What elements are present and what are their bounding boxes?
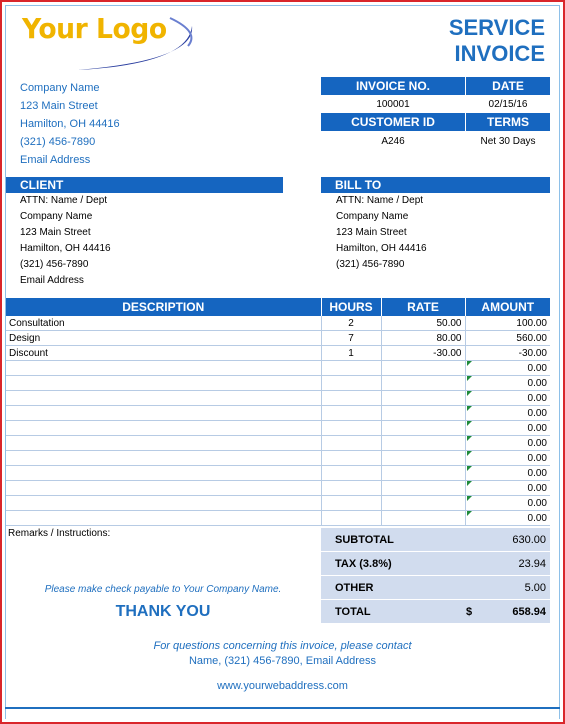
cell-description-text: Design [9, 332, 41, 344]
date-header: DATE [466, 77, 550, 95]
tax-label: TAX (3.8%) [335, 557, 392, 570]
table-row [6, 331, 550, 346]
footer-bar [5, 707, 560, 709]
thank-you-text: THANK YOU [115, 603, 211, 620]
cell-description-text: Consultation [9, 317, 65, 329]
client-phone: (321) 456-7890 [20, 259, 89, 270]
cell-description [6, 496, 321, 511]
company-name: Company Name [20, 82, 100, 94]
cell-amount-text: 0.00 [527, 482, 547, 494]
client-email: Email Address [20, 275, 84, 286]
bill-to-header: BILL TO [321, 177, 550, 193]
cell-amount-text: 0.00 [527, 452, 547, 464]
formula-indicator-icon [467, 361, 472, 366]
bill-to-attn: ATTN: Name / Dept [336, 195, 424, 206]
cell-amount-text: 0.00 [527, 437, 547, 449]
client-street: 123 Main Street [20, 227, 91, 238]
cell-hours [321, 346, 381, 361]
cell-rate [381, 391, 465, 406]
cell-amount-text: 0.00 [527, 362, 547, 374]
cell-rate [381, 331, 465, 346]
formula-indicator-icon [467, 481, 472, 486]
cell-amount [465, 331, 550, 346]
total-row [321, 600, 550, 623]
column-header-hours: HOURS [321, 298, 381, 316]
formula-indicator-icon [467, 451, 472, 456]
table-row [6, 466, 550, 481]
cell-hours [321, 466, 381, 481]
cell-amount [465, 346, 550, 361]
cell-description [6, 346, 321, 361]
column-header-amount: AMOUNT [465, 298, 550, 316]
cell-rate [381, 481, 465, 496]
remarks-label: Remarks / Instructions: [8, 528, 111, 539]
formula-indicator-icon [467, 436, 472, 441]
company-email[interactable]: Email Address [20, 154, 91, 166]
cell-description [6, 361, 321, 376]
subtotal-row [321, 528, 550, 551]
cell-amount-text: 0.00 [527, 422, 547, 434]
cell-amount [465, 316, 550, 331]
cell-rate [381, 421, 465, 436]
column-header-description: DESCRIPTION [6, 298, 321, 316]
formula-indicator-icon [467, 376, 472, 381]
table-row [6, 376, 550, 391]
table-row [6, 436, 550, 451]
column-header-rate: RATE [381, 298, 465, 316]
logo-text: Your Logo [22, 12, 167, 45]
table-row [6, 451, 550, 466]
cell-amount [465, 466, 550, 481]
cell-description [6, 391, 321, 406]
client-company: Company Name [20, 211, 93, 222]
cell-amount-text: 560.00 [516, 332, 547, 344]
total-label: TOTAL [335, 605, 371, 618]
table-row [6, 346, 550, 361]
bill-to-city: Hamilton, OH 44416 [336, 243, 427, 254]
company-city: Hamilton, OH 44416 [20, 118, 120, 130]
formula-indicator-icon [467, 406, 472, 411]
client-header: CLIENT [6, 177, 283, 193]
cell-rate [381, 451, 465, 466]
cell-rate [381, 511, 465, 526]
client-attn: ATTN: Name / Dept [20, 195, 108, 206]
table-row [6, 481, 550, 496]
invoice-title-line1: SERVICE [448, 15, 545, 40]
invoice-no-header: INVOICE NO. [321, 77, 465, 95]
formula-indicator-icon [467, 391, 472, 396]
cell-hours [321, 496, 381, 511]
cell-hours-text: 7 [348, 332, 354, 344]
cell-hours [321, 391, 381, 406]
cell-description [6, 376, 321, 391]
cell-amount-text: 0.00 [527, 512, 547, 524]
cell-rate-text: 80.00 [436, 332, 462, 344]
cell-hours [321, 481, 381, 496]
cell-amount-text: 0.00 [527, 497, 547, 509]
table-row [6, 361, 550, 376]
cell-hours-text: 2 [348, 317, 354, 329]
cell-hours [321, 376, 381, 391]
frame-line-right [559, 5, 560, 719]
cell-hours [321, 331, 381, 346]
formula-indicator-icon [467, 511, 472, 516]
subtotal-label: SUBTOTAL [335, 533, 394, 546]
cell-rate [381, 406, 465, 421]
cell-hours [321, 406, 381, 421]
table-row [6, 421, 550, 436]
cell-rate-text: -30.00 [433, 347, 462, 359]
cell-amount [465, 376, 550, 391]
cell-amount-text: 0.00 [527, 407, 547, 419]
formula-indicator-icon [467, 466, 472, 471]
cell-rate [381, 376, 465, 391]
cell-description [6, 451, 321, 466]
bill-to-street: 123 Main Street [336, 227, 407, 238]
cell-description [6, 481, 321, 496]
cell-amount-text: 0.00 [527, 377, 547, 389]
other-row [321, 576, 550, 599]
cell-description [6, 421, 321, 436]
cell-description [6, 331, 321, 346]
other-value: 5.00 [524, 581, 546, 594]
cell-amount [465, 421, 550, 436]
cell-description [6, 436, 321, 451]
invoice-title-line2: INVOICE [454, 41, 545, 66]
customer-id-value: A246 [381, 136, 405, 147]
cell-description [6, 466, 321, 481]
cell-amount [465, 436, 550, 451]
footer-contact: Name, (321) 456-7890, Email Address [188, 655, 377, 667]
frame-line-top [5, 5, 560, 6]
table-row [6, 496, 550, 511]
cell-amount-text: 100.00 [516, 317, 547, 329]
total-currency: $ [466, 605, 473, 618]
footer-questions: For questions concerning this invoice, please contact [153, 640, 412, 652]
cell-rate [381, 496, 465, 511]
cell-rate [381, 466, 465, 481]
formula-indicator-icon [467, 421, 472, 426]
bill-to-company: Company Name [336, 211, 409, 222]
cell-hours [321, 451, 381, 466]
subtotal-value: 630.00 [512, 533, 546, 546]
payable-note: Please make check payable to Your Company Name. [44, 584, 282, 595]
cell-rate-text: 50.00 [436, 317, 462, 329]
line-items-table [6, 298, 550, 526]
customer-id-header: CUSTOMER ID [321, 113, 465, 131]
cell-amount [465, 406, 550, 421]
cell-hours-text: 1 [348, 347, 354, 359]
bill-to-phone: (321) 456-7890 [336, 259, 405, 270]
cell-amount-text: -30.00 [518, 347, 547, 359]
formula-indicator-icon [467, 496, 472, 501]
footer-website[interactable]: www.yourwebaddress.com [217, 680, 348, 692]
tax-value: 23.94 [518, 557, 546, 570]
cell-hours [321, 361, 381, 376]
cell-rate [381, 361, 465, 376]
cell-description [6, 406, 321, 421]
cell-amount [465, 391, 550, 406]
cell-hours [321, 511, 381, 526]
cell-rate [381, 346, 465, 361]
cell-amount-text: 0.00 [527, 467, 547, 479]
cell-description [6, 316, 321, 331]
cell-amount [465, 451, 550, 466]
company-phone: (321) 456-7890 [20, 136, 96, 148]
tax-row [321, 552, 550, 575]
table-header-row [6, 298, 550, 316]
cell-hours [321, 421, 381, 436]
table-row [6, 511, 550, 526]
terms-value: Net 30 Days [480, 136, 536, 147]
table-row [6, 316, 550, 331]
date-value: 02/15/16 [488, 99, 528, 110]
total-value: 658.94 [512, 605, 546, 618]
table-row [6, 406, 550, 421]
invoice-no-value: 100001 [376, 99, 410, 110]
cell-amount [465, 496, 550, 511]
cell-rate [381, 436, 465, 451]
terms-header: TERMS [466, 113, 550, 131]
table-row [6, 391, 550, 406]
cell-amount [465, 511, 550, 526]
cell-rate [381, 316, 465, 331]
cell-hours [321, 436, 381, 451]
cell-amount-text: 0.00 [527, 392, 547, 404]
cell-hours [321, 316, 381, 331]
cell-amount [465, 361, 550, 376]
cell-amount [465, 481, 550, 496]
cell-description [6, 511, 321, 526]
client-city: Hamilton, OH 44416 [20, 243, 111, 254]
cell-description-text: Discount [9, 347, 48, 359]
other-label: OTHER [335, 581, 374, 594]
company-street: 123 Main Street [20, 100, 98, 112]
